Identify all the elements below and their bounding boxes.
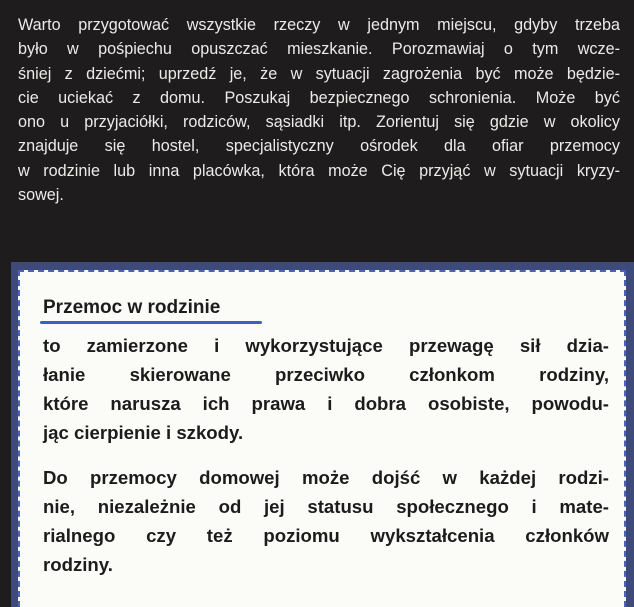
definition-line: to zamierzone i wykorzystujące przewagę sił dzia- bbox=[43, 335, 609, 356]
intro-line: śniej z dziećmi; uprzedź je, że w sytuacji zagrożenia być może będzie- bbox=[18, 64, 620, 83]
intro-line: cie uciekać z domu. Poszukaj bezpiecznego schronienia. Może być bbox=[18, 88, 620, 107]
second-line: rialnego czy też poziomu wykształcenia członków bbox=[43, 525, 609, 546]
definition-line: które narusza ich prawa i dobra osobiste, powodu- bbox=[43, 393, 609, 414]
intro-line: Warto przygotować wszystkie rzeczy w jednym miejscu, gdyby trzeba bbox=[18, 16, 620, 34]
heading-underline bbox=[40, 321, 262, 324]
intro-line: ono u przyjaciółki, rodziców, sąsiadki itp. Zorientuj się gdzie w okolicy bbox=[18, 113, 620, 132]
second-line: rodziny. bbox=[43, 554, 113, 575]
definition-line: łanie skierowane przeciwko członkom rodziny, bbox=[43, 364, 609, 385]
second-paragraph bbox=[43, 463, 609, 579]
intro-line: w rodzinie lub inna placówka, która może Cię przyjąć w sytuacji kryzy- bbox=[18, 161, 620, 180]
definition-paragraph bbox=[43, 331, 609, 447]
intro-paragraph bbox=[18, 13, 620, 207]
second-line: Do przemocy domowej może dojść w każdej rodzi- bbox=[43, 467, 609, 488]
intro-line: znajduje się hostel, specjalistyczny ośrodek dla ofiar przemocy bbox=[18, 137, 620, 156]
intro-line: było w pośpiechu opuszczać mieszkanie. Porozmawiaj o tym wcze- bbox=[18, 40, 620, 59]
box-heading: Przemoc w rodzinie bbox=[43, 297, 221, 318]
intro-line: sowej. bbox=[18, 186, 64, 205]
second-line: nie, niezależnie od jej statusu społecznego i mate- bbox=[43, 496, 609, 517]
definition-line: jąc cierpienie i szkody. bbox=[43, 422, 244, 443]
